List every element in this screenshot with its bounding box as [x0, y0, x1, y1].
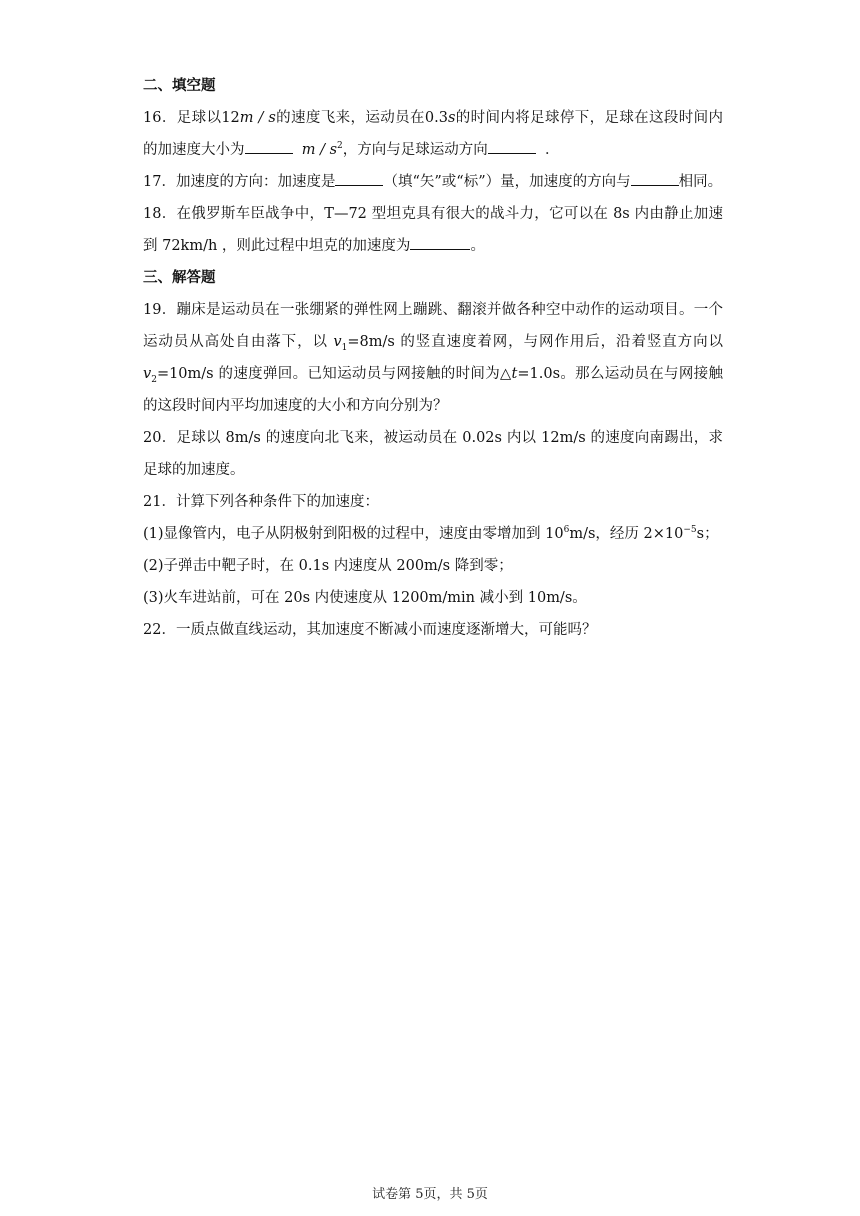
question-22: 22．一质点做直线运动，其加速度不断减小而速度逐渐增大，可能吗？ [143, 622, 597, 638]
section-title-fill-blank: 二、填空题 [143, 78, 216, 94]
question-19: 19．蹦床是运动员在一张绷紧的弹性网上蹦跳、翻滚并做各种空中动作的运动项目。一个运动员从高处自由落下，以 $v_1=8m/s$ 的竖直速度着网，与网作用后，沿着竖直方向以 $v_2=10m/s$ 的速度弹回。已知运动员与网接触的时间为△t=1.0s。那么运动员在与网接触的这段时间内平均加速度的大小和方向分别为？ [143, 302, 724, 414]
question-16: 16．足球以12m / s的速度飞来，运动员在0.3s的时间内将足球停下，足球在这段时间内的加速度大小为 m / $s^2$，方向与足球运动方向 ． [143, 110, 724, 158]
answer-blank[interactable] [488, 135, 536, 154]
question-21-part-2: (2)子弹击中靶子时，在 0.1s 内速度从 200m/s 降到零； [143, 558, 513, 574]
question-18: 18．在俄罗斯车臣战争中，T—72 型坦克具有很大的战斗力，它可以在 8s 内由静止加速到 72km/h ，则此过程中坦克的加速度为 。 [143, 206, 723, 254]
answer-blank[interactable] [335, 167, 383, 186]
question-21-part-3: (3)火车进站前，可在 20s 内使速度从 1200m/min 减小到 10m/s。 [143, 590, 587, 606]
answer-blank[interactable] [631, 167, 679, 186]
answer-blank[interactable] [245, 135, 293, 154]
question-20: 20．足球以 8m/s 的速度向北飞来，被运动员在 0.02s 内以 12m/s 的速度向南踢出，求足球的加速度。 [143, 430, 723, 478]
page-footer: 试卷第 5页，共 5页 [372, 1187, 488, 1202]
question-21-part-1: (1)显像管内，电子从阴极射到阳极的过程中，速度由零增加到 $10^6m/s$，经历 $2\times 10^{-5}s$； [143, 525, 719, 542]
question-17: 17．加速度的方向：加速度是 （填“矢”或“标”）量，加速度的方向与 相同。 [143, 166, 723, 198]
exam-content [143, 70, 723, 646]
question-21: 21．计算下列各种条件下的加速度： [143, 494, 379, 510]
answer-blank[interactable] [410, 231, 470, 250]
section-title-solution: 三、解答题 [143, 270, 216, 286]
